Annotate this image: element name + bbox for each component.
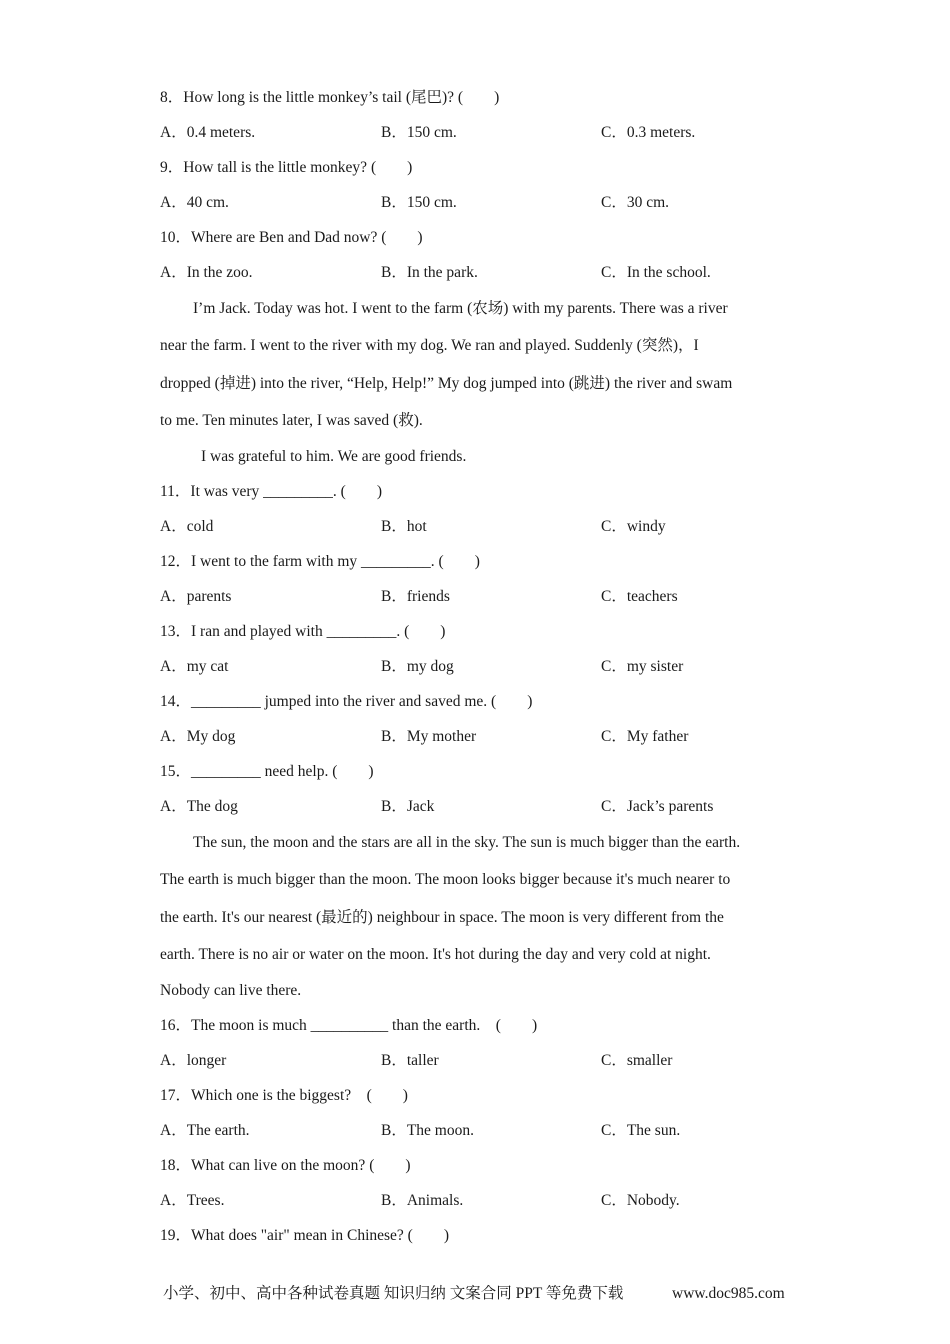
option-b: B．hot xyxy=(381,518,427,536)
question: 12．I went to the farm with my _________. ( ) xyxy=(160,553,480,571)
option-a: A．My dog xyxy=(160,728,236,746)
option-b: B．My mother xyxy=(381,728,477,746)
answer-options xyxy=(160,1043,790,1078)
question: 14．_________ jumped into the river and saved me. ( ) xyxy=(160,693,533,711)
answer-options xyxy=(160,509,790,544)
question: 9．How tall is the little monkey? ( ) xyxy=(160,159,413,176)
option-b: B．my dog xyxy=(381,658,454,676)
footer-text: 小学、初中、高中各种试卷真题 知识归纳 文案合同 PPT 等免费下载 xyxy=(163,1285,624,1302)
answer-options xyxy=(160,115,790,150)
option-b: B．Jack xyxy=(381,798,435,816)
option-a: A．parents xyxy=(160,588,232,606)
passage-line: Nobody can live there. xyxy=(160,982,302,1000)
option-a: A．In the zoo. xyxy=(160,264,253,281)
passage-line: dropped (掉进) into the river, “Help, Help!” My dog jumped into (跳进) the river and swam xyxy=(160,374,733,392)
option-a: A．cold xyxy=(160,518,214,536)
question: 13．I ran and played with _________. ( ) xyxy=(160,623,446,641)
passage-line: I was grateful to him. We are good friends. xyxy=(201,448,467,466)
option-c: C．windy xyxy=(601,518,666,536)
page-footer xyxy=(163,1282,793,1306)
passage-line: the earth. It's our nearest (最近的) neighbour in space. The moon is very different from the xyxy=(160,908,724,926)
option-c: C．my sister xyxy=(601,658,684,676)
answer-options xyxy=(160,719,790,754)
question: 11．It was very _________. ( ) xyxy=(160,483,382,501)
answer-options xyxy=(160,255,790,290)
option-a: A．longer xyxy=(160,1052,227,1070)
question: 10．Where are Ben and Dad now? ( ) xyxy=(160,229,423,246)
option-b: B．The moon. xyxy=(381,1122,474,1140)
option-b: B．In the park. xyxy=(381,264,478,281)
answer-options xyxy=(160,649,790,684)
option-a: A．40 cm. xyxy=(160,194,229,211)
passage-line: earth. There is no air or water on the moon. It's hot during the day and very cold at night. xyxy=(160,946,711,964)
document-body xyxy=(160,80,790,1253)
option-c: C．In the school. xyxy=(601,264,711,281)
answer-options xyxy=(160,185,790,220)
option-c: C．smaller xyxy=(601,1052,673,1070)
answer-options xyxy=(160,579,790,614)
option-a: A．0.4 meters. xyxy=(160,124,256,141)
option-c: C．0.3 meters. xyxy=(601,124,696,141)
option-a: A．Trees. xyxy=(160,1192,225,1210)
option-b: B．150 cm. xyxy=(381,194,457,211)
question: 17．Which one is the biggest? ( ) xyxy=(160,1087,408,1105)
option-b: B．taller xyxy=(381,1052,439,1070)
answer-options xyxy=(160,789,790,824)
option-b: B．Animals. xyxy=(381,1192,464,1210)
option-a: A．The dog xyxy=(160,798,238,816)
passage-line: I’m Jack. Today was hot. I went to the farm (农场) with my parents. There was a river xyxy=(193,300,728,317)
question: 8．How long is the little monkey’s tail (尾巴)? ( ) xyxy=(160,89,500,106)
passage-line: near the farm. I went to the river with my dog. We ran and played. Suddenly (突然)，I xyxy=(160,337,699,355)
passage-line: The sun, the moon and the stars are all in the sky. The sun is much bigger than the earth. xyxy=(193,834,741,852)
footer-url: www.doc985.com xyxy=(672,1285,785,1302)
option-a: A．my cat xyxy=(160,658,229,676)
option-b: B．friends xyxy=(381,588,450,606)
question: 18．What can live on the moon? ( ) xyxy=(160,1157,411,1175)
option-c: C．30 cm. xyxy=(601,194,670,211)
question: 15．_________ need help. ( ) xyxy=(160,763,374,781)
answer-options xyxy=(160,1183,790,1218)
passage-line: to me. Ten minutes later, I was saved (救). xyxy=(160,411,423,429)
option-c: C．Jack’s parents xyxy=(601,798,714,816)
option-a: A．The earth. xyxy=(160,1122,250,1140)
question: 16．The moon is much __________ than the earth. ( ) xyxy=(160,1017,538,1035)
option-b: B．150 cm. xyxy=(381,124,457,141)
passage-line: The earth is much bigger than the moon. The moon looks bigger because it's much nearer to xyxy=(160,871,731,889)
option-c: C．teachers xyxy=(601,588,678,606)
option-c: C．Nobody. xyxy=(601,1192,680,1210)
option-c: C．The sun. xyxy=(601,1122,681,1140)
answer-options xyxy=(160,1113,790,1148)
option-c: C．My father xyxy=(601,728,689,746)
question: 19．What does "air" mean in Chinese? ( ) xyxy=(160,1227,449,1245)
